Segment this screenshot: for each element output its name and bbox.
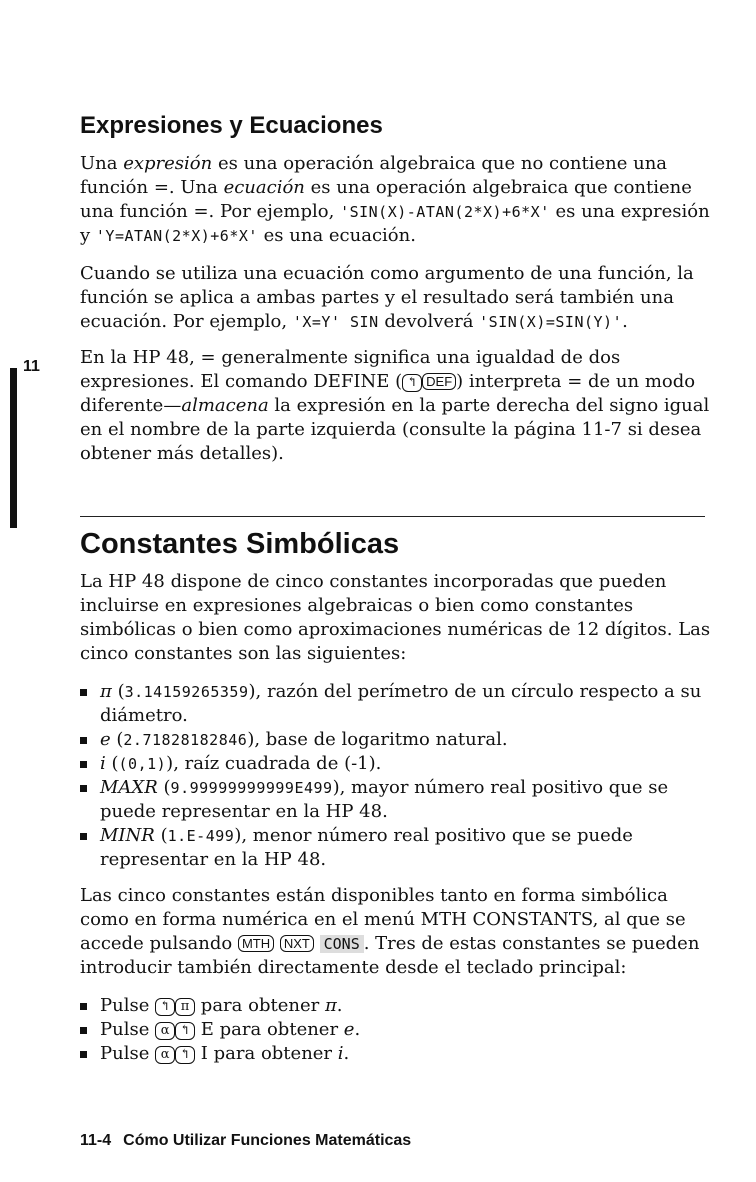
constant-item: MAXR (9.99999999999E499), mayor número real positivo que se puede representar en la HP 48. bbox=[80, 776, 720, 824]
constant-item: MINR (1.E-499), menor número real positivo que se puede representar en la HP 48. bbox=[80, 824, 720, 872]
section-title-expresiones: Expresiones y Ecuaciones bbox=[80, 112, 383, 139]
keyboard-shortcut-item: Pulse α ↰ I para obtener i. bbox=[80, 1042, 720, 1066]
calculator-key-icon: ↰ bbox=[175, 1022, 195, 1040]
section-title-constantes: Constantes Simbólicas bbox=[80, 528, 400, 560]
calculator-key-icon: ↰ bbox=[175, 1046, 195, 1064]
chapter-sidebar-bar bbox=[10, 368, 17, 528]
paragraph-constants-intro: La HP 48 dispone de cinco constantes incorporadas que pueden incluirse en expresiones algebraicas o bien como constantes simbólicas o bien como aproximaciones numéricas de 12 dígitos. Las cinco constantes son las siguientes: bbox=[80, 571, 711, 664]
keyboard-shortcut-item: Pulse α ↰ E para obtener e. bbox=[80, 1018, 720, 1042]
paragraph-define-command: En la HP 48, = generalmente significa una igualdad de dos expresiones. El comando DEFINE ( ↰ DEF ) interpreta = de un modo diferente—almacena la expresión en la parte derecha del signo igual en el nombre de la parte izquierda (consulte la página 11-7 si desea obtener más detalles). bbox=[80, 347, 710, 464]
constants-list bbox=[80, 680, 720, 872]
keyboard-shortcuts-list bbox=[80, 994, 720, 1066]
nxt-key: NXT bbox=[280, 935, 314, 952]
calculator-key-icon: α bbox=[155, 1046, 175, 1064]
page-footer bbox=[80, 1132, 411, 1150]
section-divider bbox=[80, 516, 705, 517]
paragraph-equation-argument: Cuando se utiliza una ecuación como argumento de una función, la función se aplica a ambas partes y el resultado será también una ecuación. Por ejemplo, 'X=Y' SIN devolverá 'SIN(X)=SIN(Y)'. bbox=[80, 263, 694, 332]
constant-item: e (2.71828182846), base de logaritmo natural. bbox=[80, 728, 720, 752]
chapter-tab-number: 11 bbox=[23, 358, 40, 375]
chapter-title: Cómo Utilizar Funciones Matemáticas bbox=[123, 1132, 412, 1149]
page-number: 11-4 bbox=[80, 1132, 112, 1149]
keyboard-shortcut-item: Pulse ↰ π para obtener π. bbox=[80, 994, 720, 1018]
calculator-key-icon: α bbox=[155, 1022, 175, 1040]
def-key: DEF bbox=[422, 373, 456, 390]
paragraph-constants-menu: Las cinco constantes están disponibles tanto en forma simbólica como en forma numérica en el menú MTH CONSTANTS, al que se accede pulsando MTH NXT CONS . Tres de estas constantes se pueden introducir también directamente desde el teclado principal: bbox=[80, 885, 700, 978]
paragraph-expression-definition: Una expresión es una operación algebraica que no contiene una función =. Una ecuación es una operación algebraica que contiene una función =. Por ejemplo, 'SIN(X)-ATAN(2*X)+6*X' es una expresión y 'Y=ATAN(2*X)+6*X' es una ecuación. bbox=[80, 153, 710, 246]
left-shift-key-icon: ↰ bbox=[402, 374, 422, 392]
mth-key: MTH bbox=[238, 935, 274, 952]
calculator-key-icon: π bbox=[175, 998, 195, 1016]
constant-item: i ((0,1)), raíz cuadrada de (-1). bbox=[80, 752, 720, 776]
calculator-key-icon: ↰ bbox=[155, 998, 175, 1016]
constant-item: π (3.14159265359), razón del perímetro de un círculo respecto a su diámetro. bbox=[80, 680, 720, 728]
cons-menu-label: CONS bbox=[320, 935, 364, 953]
